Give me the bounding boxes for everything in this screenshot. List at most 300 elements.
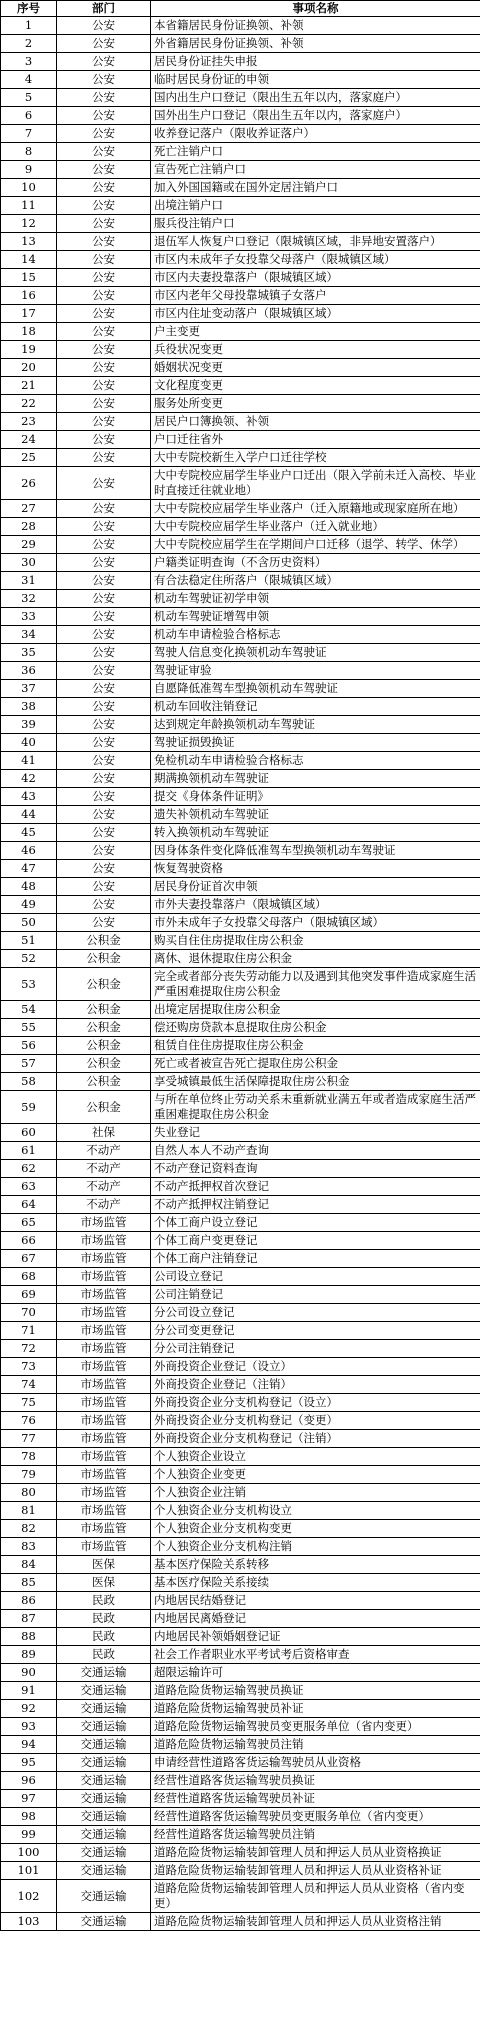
row-item-name: 个人独资企业分支机构注销 <box>151 1538 480 1556</box>
row-item-name: 外商投资企业分支机构登记（注销） <box>151 1430 480 1448</box>
table-row <box>1 1178 480 1196</box>
row-department: 市场监管 <box>57 1214 151 1232</box>
row-department: 公安 <box>57 698 151 716</box>
row-item-name: 个人独资企业分支机构变更 <box>151 1520 480 1538</box>
table-row <box>1 932 480 950</box>
row-department: 市场监管 <box>57 1538 151 1556</box>
row-item-name: 收养登记落户（限收养证落户） <box>151 125 480 143</box>
row-department: 公安 <box>57 413 151 431</box>
row-item-name: 超限运输许可 <box>151 1664 480 1682</box>
row-item-name: 市外夫妻投靠落户（限城镇区域） <box>151 896 480 914</box>
row-department: 公积金 <box>57 1055 151 1073</box>
row-index: 47 <box>1 860 57 878</box>
table-row <box>1 1268 480 1286</box>
row-item-name: 基本医疗保险关系转移 <box>151 1556 480 1574</box>
row-index: 2 <box>1 35 57 53</box>
row-index: 50 <box>1 914 57 932</box>
table-row <box>1 35 480 53</box>
row-department: 市场监管 <box>57 1502 151 1520</box>
row-item-name: 道路危险货物运输驾驶员补证 <box>151 1700 480 1718</box>
table-row <box>1 1808 480 1826</box>
row-item-name: 居民身份证首次申领 <box>151 878 480 896</box>
row-index: 82 <box>1 1520 57 1538</box>
row-item-name: 享受城镇最低生活保障提取住房公积金 <box>151 1073 480 1091</box>
row-item-name: 租赁自住住房提取住房公积金 <box>151 1037 480 1055</box>
row-index: 12 <box>1 215 57 233</box>
row-index: 38 <box>1 698 57 716</box>
row-index: 79 <box>1 1466 57 1484</box>
table-row <box>1 1358 480 1376</box>
row-item-name: 转入换领机动车驾驶证 <box>151 824 480 842</box>
row-index: 7 <box>1 125 57 143</box>
table-row <box>1 860 480 878</box>
row-index: 100 <box>1 1844 57 1862</box>
row-department: 不动产 <box>57 1196 151 1214</box>
table-row <box>1 698 480 716</box>
row-item-name: 户口迁往省外 <box>151 431 480 449</box>
row-item-name: 期满换领机动车驾驶证 <box>151 770 480 788</box>
table-row <box>1 662 480 680</box>
row-department: 公安 <box>57 590 151 608</box>
row-item-name: 市区内老年父母投靠城镇子女落户 <box>151 287 480 305</box>
row-department: 公安 <box>57 377 151 395</box>
row-index: 23 <box>1 413 57 431</box>
row-item-name: 大中专院校应届学生毕业落户（迁入原籍地或现家庭所在地） <box>151 500 480 518</box>
row-index: 101 <box>1 1862 57 1880</box>
row-item-name: 驾驶证损毁换证 <box>151 734 480 752</box>
row-item-name: 不动产抵押权首次登记 <box>151 1178 480 1196</box>
table-row <box>1 1754 480 1772</box>
row-index: 9 <box>1 161 57 179</box>
table-row <box>1 1610 480 1628</box>
row-department: 市场监管 <box>57 1322 151 1340</box>
row-index: 71 <box>1 1322 57 1340</box>
row-index: 41 <box>1 752 57 770</box>
row-index: 78 <box>1 1448 57 1466</box>
row-item-name: 公司注销登记 <box>151 1286 480 1304</box>
row-item-name: 文化程度变更 <box>151 377 480 395</box>
row-item-name: 经营性道路客货运输驾驶员变更服务单位（省内变更） <box>151 1808 480 1826</box>
row-index: 34 <box>1 626 57 644</box>
row-department: 公安 <box>57 467 151 500</box>
table-row <box>1 1091 480 1124</box>
row-department: 公安 <box>57 536 151 554</box>
row-index: 86 <box>1 1592 57 1610</box>
row-item-name: 有合法稳定住所落户（限城镇区域） <box>151 572 480 590</box>
row-department: 公安 <box>57 269 151 287</box>
row-department: 公安 <box>57 842 151 860</box>
row-item-name: 户主变更 <box>151 323 480 341</box>
table-row <box>1 305 480 323</box>
row-index: 52 <box>1 950 57 968</box>
table-row <box>1 341 480 359</box>
row-department: 公积金 <box>57 1037 151 1055</box>
row-department: 市场监管 <box>57 1412 151 1430</box>
table-row <box>1 359 480 377</box>
row-department: 交通运输 <box>57 1718 151 1736</box>
table-row <box>1 1340 480 1358</box>
row-department: 公积金 <box>57 950 151 968</box>
row-index: 67 <box>1 1250 57 1268</box>
row-item-name: 出境定居提取住房公积金 <box>151 1001 480 1019</box>
table-row <box>1 1160 480 1178</box>
row-department: 交通运输 <box>57 1880 151 1913</box>
row-department: 公安 <box>57 233 151 251</box>
row-item-name: 机动车驾驶证增驾申领 <box>151 608 480 626</box>
table-row <box>1 1664 480 1682</box>
row-item-name: 出境注销户口 <box>151 197 480 215</box>
table-row <box>1 914 480 932</box>
row-item-name: 失业登记 <box>151 1124 480 1142</box>
row-index: 35 <box>1 644 57 662</box>
row-item-name: 完全或者部分丧失劳动能力以及遇到其他突发事件造成家庭生活严重困难提取住房公积金 <box>151 968 480 1001</box>
row-department: 市场监管 <box>57 1286 151 1304</box>
row-item-name: 大中专院校应届学生在学期间户口迁移（退学、转学、休学） <box>151 536 480 554</box>
row-item-name: 加入外国国籍或在国外定居注销户口 <box>151 179 480 197</box>
table-row <box>1 968 480 1001</box>
table-row <box>1 323 480 341</box>
row-department: 公安 <box>57 680 151 698</box>
row-index: 40 <box>1 734 57 752</box>
row-department: 公安 <box>57 143 151 161</box>
row-index: 1 <box>1 17 57 35</box>
row-item-name: 大中专院校新生入学户口迁往学校 <box>151 449 480 467</box>
row-index: 43 <box>1 788 57 806</box>
row-department: 交通运输 <box>57 1772 151 1790</box>
row-item-name: 经营性道路客货运输驾驶员注销 <box>151 1826 480 1844</box>
table-row <box>1 644 480 662</box>
row-department: 不动产 <box>57 1142 151 1160</box>
row-index: 56 <box>1 1037 57 1055</box>
row-index: 60 <box>1 1124 57 1142</box>
row-item-name: 分公司设立登记 <box>151 1304 480 1322</box>
row-department: 公安 <box>57 860 151 878</box>
row-index: 85 <box>1 1574 57 1592</box>
row-department: 公安 <box>57 572 151 590</box>
row-item-name: 市区内夫妻投靠落户（限城镇区域） <box>151 269 480 287</box>
table-row <box>1 500 480 518</box>
row-department: 交通运输 <box>57 1736 151 1754</box>
row-item-name: 免检机动车申请检验合格标志 <box>151 752 480 770</box>
row-department: 公安 <box>57 662 151 680</box>
row-index: 94 <box>1 1736 57 1754</box>
row-index: 10 <box>1 179 57 197</box>
row-item-name: 居民户口簿换领、补领 <box>151 413 480 431</box>
row-item-name: 临时居民身份证的申领 <box>151 71 480 89</box>
row-department: 公安 <box>57 449 151 467</box>
row-item-name: 服务处所变更 <box>151 395 480 413</box>
row-item-name: 公司设立登记 <box>151 1268 480 1286</box>
row-department: 公安 <box>57 107 151 125</box>
row-item-name: 本省籍居民身份证换领、补领 <box>151 17 480 35</box>
row-index: 6 <box>1 107 57 125</box>
row-department: 公安 <box>57 287 151 305</box>
row-item-name: 宣告死亡注销户口 <box>151 161 480 179</box>
table-row <box>1 1394 480 1412</box>
table-header-row <box>1 1 480 17</box>
table-row <box>1 878 480 896</box>
row-item-name: 机动车回收注销登记 <box>151 698 480 716</box>
row-index: 8 <box>1 143 57 161</box>
row-item-name: 因身体条件变化降低准驾车型换领机动车驾驶证 <box>151 842 480 860</box>
row-index: 74 <box>1 1376 57 1394</box>
row-index: 69 <box>1 1286 57 1304</box>
row-department: 公安 <box>57 554 151 572</box>
row-department: 交通运输 <box>57 1700 151 1718</box>
row-item-name: 兵役状况变更 <box>151 341 480 359</box>
row-item-name: 道路危险货物运输装卸管理人员和押运人员从业资格换证 <box>151 1844 480 1862</box>
row-index: 64 <box>1 1196 57 1214</box>
table-row <box>1 806 480 824</box>
table-row <box>1 215 480 233</box>
row-item-name: 退伍军人恢复户口登记（限城镇区域，非异地安置落户） <box>151 233 480 251</box>
table-row <box>1 233 480 251</box>
row-index: 72 <box>1 1340 57 1358</box>
row-department: 公安 <box>57 752 151 770</box>
row-index: 70 <box>1 1304 57 1322</box>
table-row <box>1 1073 480 1091</box>
row-index: 73 <box>1 1358 57 1376</box>
table-row <box>1 770 480 788</box>
table-row <box>1 1448 480 1466</box>
row-item-name: 个体工商户注销登记 <box>151 1250 480 1268</box>
row-department: 交通运输 <box>57 1913 151 1931</box>
row-department: 市场监管 <box>57 1232 151 1250</box>
table-row <box>1 788 480 806</box>
table-row <box>1 1844 480 1862</box>
table-row <box>1 1592 480 1610</box>
row-index: 39 <box>1 716 57 734</box>
table-row <box>1 1214 480 1232</box>
header-item-name: 事项名称 <box>151 1 480 17</box>
row-index: 15 <box>1 269 57 287</box>
row-item-name: 死亡注销户口 <box>151 143 480 161</box>
row-item-name: 个人独资企业变更 <box>151 1466 480 1484</box>
table-row <box>1 1286 480 1304</box>
row-department: 交通运输 <box>57 1844 151 1862</box>
row-department: 公安 <box>57 608 151 626</box>
row-item-name: 居民身份证挂失申报 <box>151 53 480 71</box>
table-row <box>1 1682 480 1700</box>
row-index: 61 <box>1 1142 57 1160</box>
row-department: 交通运输 <box>57 1664 151 1682</box>
row-index: 16 <box>1 287 57 305</box>
row-item-name: 道路危险货物运输驾驶员换证 <box>151 1682 480 1700</box>
row-item-name: 国内出生户口登记（限出生五年以内，落家庭户） <box>151 89 480 107</box>
row-department: 市场监管 <box>57 1394 151 1412</box>
table-row <box>1 950 480 968</box>
table-row <box>1 197 480 215</box>
row-item-name: 遗失补领机动车驾驶证 <box>151 806 480 824</box>
row-index: 95 <box>1 1754 57 1772</box>
row-department: 公积金 <box>57 1019 151 1037</box>
table-row <box>1 431 480 449</box>
row-item-name: 个人独资企业设立 <box>151 1448 480 1466</box>
row-index: 99 <box>1 1826 57 1844</box>
table-row <box>1 518 480 536</box>
row-index: 29 <box>1 536 57 554</box>
row-index: 83 <box>1 1538 57 1556</box>
row-department: 市场监管 <box>57 1448 151 1466</box>
row-department: 民政 <box>57 1646 151 1664</box>
row-department: 公积金 <box>57 1001 151 1019</box>
row-index: 37 <box>1 680 57 698</box>
row-index: 11 <box>1 197 57 215</box>
row-index: 42 <box>1 770 57 788</box>
table-row <box>1 1556 480 1574</box>
row-index: 28 <box>1 518 57 536</box>
row-department: 交通运输 <box>57 1682 151 1700</box>
row-index: 4 <box>1 71 57 89</box>
table-row <box>1 752 480 770</box>
table-row <box>1 1502 480 1520</box>
table-row <box>1 449 480 467</box>
row-index: 24 <box>1 431 57 449</box>
row-index: 84 <box>1 1556 57 1574</box>
row-department: 公安 <box>57 644 151 662</box>
table-row <box>1 107 480 125</box>
row-index: 89 <box>1 1646 57 1664</box>
table-row <box>1 1124 480 1142</box>
row-department: 交通运输 <box>57 1862 151 1880</box>
table-row <box>1 1466 480 1484</box>
row-department: 公安 <box>57 896 151 914</box>
row-department: 公安 <box>57 806 151 824</box>
row-item-name: 大中专院校应届学生毕业落户（迁入就业地） <box>151 518 480 536</box>
row-item-name: 个体工商户变更登记 <box>151 1232 480 1250</box>
row-item-name: 社会工作者职业水平考试考后资格审查 <box>151 1646 480 1664</box>
row-index: 65 <box>1 1214 57 1232</box>
row-department: 公安 <box>57 197 151 215</box>
row-item-name: 外商投资企业登记（注销） <box>151 1376 480 1394</box>
row-item-name: 离休、退休提取住房公积金 <box>151 950 480 968</box>
row-item-name: 提交《身体条件证明》 <box>151 788 480 806</box>
row-department: 公积金 <box>57 1091 151 1124</box>
table-row <box>1 1304 480 1322</box>
row-item-name: 机动车申请检验合格标志 <box>151 626 480 644</box>
table-row <box>1 269 480 287</box>
row-index: 48 <box>1 878 57 896</box>
table-row <box>1 1736 480 1754</box>
table-row <box>1 590 480 608</box>
row-item-name: 道路危险货物运输驾驶员注销 <box>151 1736 480 1754</box>
table-row <box>1 1055 480 1073</box>
row-index: 91 <box>1 1682 57 1700</box>
table-row <box>1 1142 480 1160</box>
row-item-name: 内地居民补领婚姻登记证 <box>151 1628 480 1646</box>
row-item-name: 婚姻状况变更 <box>151 359 480 377</box>
row-item-name: 自然人本人不动产查询 <box>151 1142 480 1160</box>
row-department: 市场监管 <box>57 1340 151 1358</box>
row-index: 27 <box>1 500 57 518</box>
row-index: 14 <box>1 251 57 269</box>
row-index: 22 <box>1 395 57 413</box>
row-item-name: 外商投资企业登记（设立） <box>151 1358 480 1376</box>
table-row <box>1 1484 480 1502</box>
row-department: 公安 <box>57 734 151 752</box>
row-index: 88 <box>1 1628 57 1646</box>
table-row <box>1 1574 480 1592</box>
row-index: 76 <box>1 1412 57 1430</box>
table-row <box>1 1196 480 1214</box>
table-row <box>1 17 480 35</box>
row-item-name: 内地居民结婚登记 <box>151 1592 480 1610</box>
row-item-name: 市区内未成年子女投靠父母落户（限城镇区域） <box>151 251 480 269</box>
row-department: 公安 <box>57 878 151 896</box>
row-item-name: 申请经营性道路客货运输驾驶员从业资格 <box>151 1754 480 1772</box>
row-department: 公安 <box>57 770 151 788</box>
row-department: 公安 <box>57 17 151 35</box>
row-index: 20 <box>1 359 57 377</box>
row-department: 公安 <box>57 161 151 179</box>
row-department: 公积金 <box>57 932 151 950</box>
row-index: 19 <box>1 341 57 359</box>
row-department: 公安 <box>57 251 151 269</box>
table-row <box>1 377 480 395</box>
row-index: 93 <box>1 1718 57 1736</box>
row-item-name: 与所在单位终止劳动关系未重新就业满五年或者造成家庭生活严重困难提取住房公积金 <box>151 1091 480 1124</box>
row-item-name: 国外出生户口登记（限出生五年以内，落家庭户） <box>151 107 480 125</box>
row-index: 21 <box>1 377 57 395</box>
row-index: 63 <box>1 1178 57 1196</box>
row-department: 市场监管 <box>57 1250 151 1268</box>
row-index: 49 <box>1 896 57 914</box>
row-department: 公安 <box>57 500 151 518</box>
table-row <box>1 1646 480 1664</box>
table-body <box>1 17 480 1931</box>
table-row <box>1 143 480 161</box>
row-department: 医保 <box>57 1574 151 1592</box>
row-index: 66 <box>1 1232 57 1250</box>
row-index: 77 <box>1 1430 57 1448</box>
row-item-name: 个人独资企业分支机构设立 <box>151 1502 480 1520</box>
row-item-name: 个体工商户设立登记 <box>151 1214 480 1232</box>
row-department: 市场监管 <box>57 1520 151 1538</box>
row-index: 53 <box>1 968 57 1001</box>
row-item-name: 道路危险货物运输装卸管理人员和押运人员从业资格补证 <box>151 1862 480 1880</box>
row-department: 公安 <box>57 716 151 734</box>
table-row <box>1 842 480 860</box>
row-item-name: 自愿降低准驾车型换领机动车驾驶证 <box>151 680 480 698</box>
row-department: 公安 <box>57 914 151 932</box>
table-row <box>1 287 480 305</box>
row-index: 103 <box>1 1913 57 1931</box>
table-row <box>1 53 480 71</box>
row-department: 市场监管 <box>57 1466 151 1484</box>
row-item-name: 内地居民离婚登记 <box>151 1610 480 1628</box>
row-department: 市场监管 <box>57 1484 151 1502</box>
table-row <box>1 161 480 179</box>
row-department: 民政 <box>57 1628 151 1646</box>
row-item-name: 服兵役注销户口 <box>151 215 480 233</box>
row-index: 81 <box>1 1502 57 1520</box>
row-department: 公安 <box>57 179 151 197</box>
row-item-name: 机动车驾驶证初学申领 <box>151 590 480 608</box>
row-department: 公安 <box>57 215 151 233</box>
row-department: 民政 <box>57 1610 151 1628</box>
table-row <box>1 1826 480 1844</box>
row-department: 社保 <box>57 1124 151 1142</box>
row-index: 55 <box>1 1019 57 1037</box>
row-index: 59 <box>1 1091 57 1124</box>
table-row <box>1 89 480 107</box>
table-row <box>1 1718 480 1736</box>
row-item-name: 户籍类证明查询（不含历史资料） <box>151 554 480 572</box>
row-index: 54 <box>1 1001 57 1019</box>
table-row <box>1 1538 480 1556</box>
row-index: 46 <box>1 842 57 860</box>
row-index: 90 <box>1 1664 57 1682</box>
